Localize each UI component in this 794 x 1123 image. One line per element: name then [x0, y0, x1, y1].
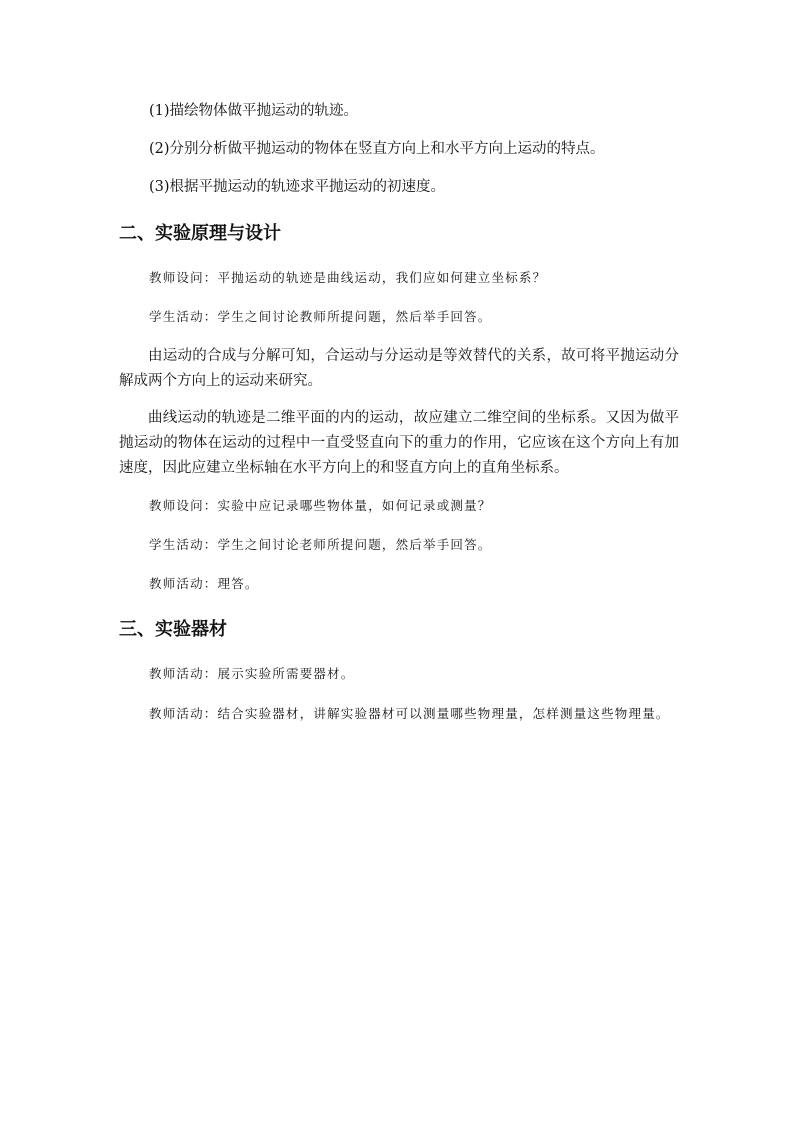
- section-heading-equipment: 三、实验器材: [119, 619, 227, 640]
- teacher-activity-answer: 教师活动：理答。: [149, 576, 259, 591]
- objective-2: (2)分别分析做平抛运动的物体在竖直方向上和水平方向上运动的特点。: [149, 141, 605, 157]
- section-heading-principle: 二、实验原理与设计: [119, 223, 281, 244]
- teacher-question-2: 教师设问：实验中应记录哪些物体量，如何记录或测量？: [149, 498, 492, 513]
- objective-3: (3)根据平抛运动的轨迹求平抛运动的初速度。: [149, 179, 446, 195]
- teacher-activity-show-equipment: 教师活动：展示实验所需要器材。: [149, 666, 355, 681]
- objective-1: (1)描绘物体做平抛运动的轨迹。: [149, 103, 359, 119]
- teacher-activity-explain-equipment: 教师活动：结合实验器材，讲解实验器材可以测量哪些物理量，怎样测量这些物理量。: [149, 706, 670, 721]
- paragraph-coordinate-system: 曲线运动的轨迹是二维平面的内的运动，故应建立二维空间的坐标系。又因为做平抛运动的物体在运动的过程中一直受竖直向下的重力的作用，它应该在这个方向上有加速度，因此应建立坐标轴在水平方向上的和竖直方向上的直角坐标系。: [119, 410, 679, 476]
- student-activity-1: 学生活动：学生之间讨论教师所提问题，然后举手回答。: [149, 309, 492, 324]
- student-activity-2: 学生活动：学生之间讨论老师所提问题，然后举手回答。: [149, 537, 492, 552]
- paragraph-decomposition: 由运动的合成与分解可知，合运动与分运动是等效替代的关系，故可将平抛运动分解成两个方向上的运动来研究。: [119, 348, 679, 389]
- teacher-question-1: 教师设问：平抛运动的轨迹是曲线运动，我们应如何建立坐标系？: [149, 270, 547, 285]
